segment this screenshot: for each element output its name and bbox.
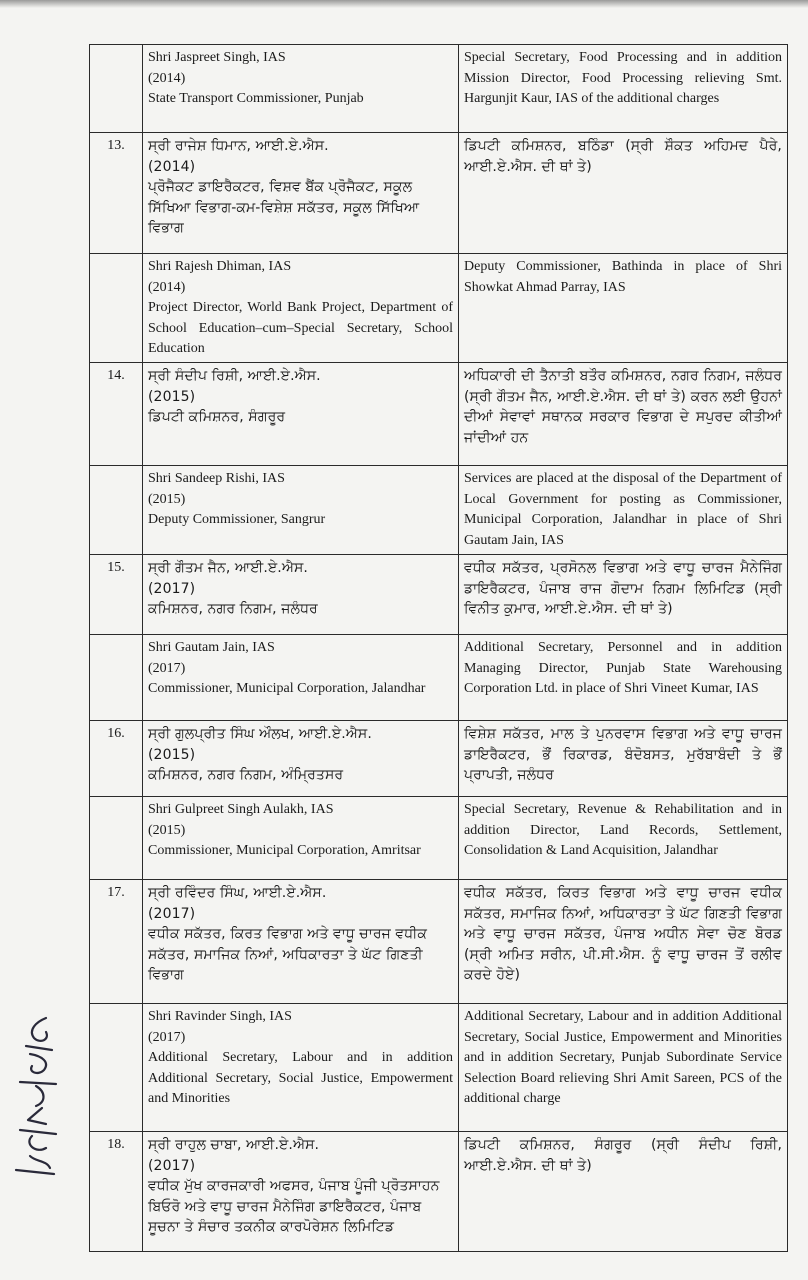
signature-scribble-icon xyxy=(6,1010,64,1180)
officer-name: ਸ੍ਰੀ ਗੁਲਪ੍ਰੀਤ ਸਿੰਘ ਔਲਖ, ਆਈ.ਏ.ਐਸ. xyxy=(148,725,372,742)
table-row xyxy=(90,796,788,879)
officer-current-post: ਵਧੀਕ ਸਕੱਤਰ, ਕਿਰਤ ਵਿਭਾਗ ਅਤੇ ਵਾਧੂ ਚਾਰਜ ਵਧੀਕ ਸਕੱਤਰ, ਸਮਾਜਿਕ ਨਿਆਂ, ਅਧਿਕਾਰਤਾ ਤੇ ਘੱਟ ਗਿਣਤੀ ਵਿਭਾਗ xyxy=(148,926,428,984)
transfer-orders-table xyxy=(89,44,788,1252)
new-posting: ਵਿਸ਼ੇਸ਼ ਸਕੱਤਰ, ਮਾਲ ਤੇ ਪੁਨਰਵਾਸ ਵਿਭਾਗ ਅਤੇ ਵਾਧੂ ਚਾਰਜ ਡਾਇਰੈਕਟਰ, ਭੌਂ ਰਿਕਾਰਡ, ਬੰਦੋਬਸਤ, ਮੁਰੱਬਾਬੰਦੀ ਤੇ ਭੌਂ ਪ੍ਰਾਪਤੀ, ਜਲੰਧਰ xyxy=(459,720,788,796)
officer-batch: (2017) xyxy=(148,660,186,676)
table-row xyxy=(90,554,788,634)
officer-batch: (2014) xyxy=(148,279,186,295)
serial-number: 15. xyxy=(90,554,143,634)
serial-number xyxy=(90,45,143,133)
officer-name: Shri Gulpreet Singh Aulakh, IAS xyxy=(148,801,334,817)
officer-cell xyxy=(143,634,459,720)
officer-cell xyxy=(143,45,459,133)
officer-name: ਸ੍ਰੀ ਰਾਜੇਸ਼ ਧਿਮਾਨ, ਆਈ.ਏ.ਐਸ. xyxy=(148,138,329,154)
officer-cell xyxy=(143,1003,459,1131)
new-posting: ਡਿਪਟੀ ਕਮਿਸ਼ਨਰ, ਬਠਿੰਡਾ (ਸ੍ਰੀ ਸ਼ੌਕਤ ਅਹਿਮਦ ਪੈਰੇ, ਆਈ.ਏ.ਐਸ. ਦੀ ਥਾਂ ਤੇ) xyxy=(459,133,788,254)
serial-number: 16. xyxy=(90,720,143,796)
officer-batch: (2017) xyxy=(148,1029,186,1045)
officer-current-post: ਕਮਿਸ਼ਨਰ, ਨਗਰ ਨਿਗਮ, ਅੰਮ੍ਰਿਤਸਰ xyxy=(148,767,344,784)
officer-name: Shri Sandeep Rishi, IAS xyxy=(148,470,285,486)
new-posting: Services are placed at the disposal of the Department of Local Government for posting as Commissioner, Municipal Corporation, Jalandhar in place of Shri Gautam Jain, IAS xyxy=(459,465,788,554)
serial-number xyxy=(90,1003,143,1131)
officer-name: ਸ੍ਰੀ ਰਾਹੁਲ ਚਾਬਾ, ਆਈ.ਏ.ਐਸ. xyxy=(148,1136,320,1153)
table-row xyxy=(90,362,788,465)
table-row xyxy=(90,1003,788,1131)
new-posting: Additional Secretary, Labour and in addition Additional Secretary, Social Justice, Empowerment and Minorities and in addition Secretary, Punjab Subordinate Service Selection Board relieving Shri Amit Sareen, PCS of the additional charge xyxy=(459,1003,788,1131)
officer-current-post: State Transport Commissioner, Punjab xyxy=(148,91,364,107)
new-posting: Special Secretary, Revenue & Rehabilitation and in addition Director, Land Records, Settlement, Consolidation & Land Acquisition, Jalandhar xyxy=(459,796,788,879)
page-top-edge xyxy=(0,0,808,8)
officer-batch: (2017) xyxy=(148,905,196,922)
officer-batch: (2015) xyxy=(148,491,186,507)
new-posting: ਵਧੀਕ ਸਕੱਤਰ, ਕਿਰਤ ਵਿਭਾਗ ਅਤੇ ਵਾਧੂ ਚਾਰਜ ਵਧੀਕ ਸਕੱਤਰ, ਸਮਾਜਿਕ ਨਿਆਂ, ਅਧਿਕਾਰਤਾ ਤੇ ਘੱਟ ਗਿਣਤੀ ਵਿਭਾਗ ਅਤੇ ਵਾਧੂ ਚਾਰਜ ਸਕੱਤਰ, ਪੰਜਾਬ ਅਧੀਨ ਸੇਵਾ ਚੋਣ ਬੋਰਡ (ਸ੍ਰੀ ਅਮਿਤ ਸਰੀਨ, ਪੀ.ਸੀ.ਐਸ. ਨੂੰ ਵਾਧੂ ਚਾਰਜ ਤੋਂ ਰਲੀਵ ਕਰਦੇ ਹੋਏ) xyxy=(459,879,788,1003)
serial-number: 14. xyxy=(90,362,143,465)
officer-name: Shri Ravinder Singh, IAS xyxy=(148,1008,292,1024)
officer-current-post: Commissioner, Municipal Corporation, Amritsar xyxy=(148,843,421,859)
new-posting: Additional Secretary, Personnel and in addition Managing Director, Punjab State Warehousing Corporation Ltd. in place of Shri Vineet Kumar, IAS xyxy=(459,634,788,720)
table-row xyxy=(90,45,788,133)
officer-cell xyxy=(143,254,459,363)
serial-number: 18. xyxy=(90,1131,143,1251)
officer-current-post: ਵਧੀਕ ਮੁੱਖ ਕਾਰਜਕਾਰੀ ਅਫਸਰ, ਪੰਜਾਬ ਪੂੰਜੀ ਪ੍ਰੋਤਸਾਹਨ ਬਿਓਰੋ ਅਤੇ ਵਾਧੂ ਚਾਰਜ ਮੈਨੇਜਿੰਗ ਡਾਇਰੈਕਟਰ, ਪੰਜਾਬ ਸੂਚਨਾ ਤੇ ਸੰਚਾਰ ਤਕਨੀਕ ਕਾਰਪੋਰੇਸ਼ਨ ਲਿਮਿਟਿਡ xyxy=(148,1178,440,1236)
officer-name: ਸ੍ਰੀ ਸੰਦੀਪ ਰਿਸ਼ੀ, ਆਈ.ਏ.ਐਸ. xyxy=(148,367,321,384)
officer-cell xyxy=(143,796,459,879)
officer-cell xyxy=(143,465,459,554)
officer-cell xyxy=(143,879,459,1003)
officer-batch: (2014) xyxy=(148,70,186,86)
officer-batch: (2017) xyxy=(148,1157,196,1174)
table-row xyxy=(90,133,788,254)
officer-current-post: Additional Secretary, Labour and in addition Additional Secretary, Social Justice, Empowerment and Minorities xyxy=(148,1050,453,1107)
serial-number xyxy=(90,465,143,554)
officer-cell xyxy=(143,362,459,465)
officer-current-post: ਡਿਪਟੀ ਕਮਿਸ਼ਨਰ, ਸੰਗਰੂਰ xyxy=(148,409,286,426)
table-row xyxy=(90,254,788,363)
officer-cell xyxy=(143,554,459,634)
officer-batch: (2015) xyxy=(148,388,196,405)
officer-cell xyxy=(143,1131,459,1251)
officer-current-post: ਪ੍ਰੋਜੈਕਟ ਡਾਇਰੈਕਟਰ, ਵਿਸ਼ਵ ਬੈਂਕ ਪ੍ਰੋਜੈਕਟ, ਸਕੂਲ ਸਿੱਖਿਆ ਵਿਭਾਗ-ਕਮ-ਵਿਸ਼ੇਸ਼ ਸਕੱਤਰ, ਸਕੂਲ ਸਿੱਖਿਆ ਵਿਭਾਗ xyxy=(148,179,420,237)
new-posting: ਡਿਪਟੀ ਕਮਿਸ਼ਨਰ, ਸੰਗਰੂਰ (ਸ੍ਰੀ ਸੰਦੀਪ ਰਿਸ਼ੀ, ਆਈ.ਏ.ਐਸ. ਦੀ ਥਾਂ ਤੇ) xyxy=(459,1131,788,1251)
table-row xyxy=(90,879,788,1003)
serial-number xyxy=(90,796,143,879)
officer-name: Shri Jaspreet Singh, IAS xyxy=(148,50,286,65)
officer-current-post: ਕਮਿਸ਼ਨਰ, ਨਗਰ ਨਿਗਮ, ਜਲੰਧਰ xyxy=(148,601,318,618)
officer-name: Shri Rajesh Dhiman, IAS xyxy=(148,259,292,274)
table-row xyxy=(90,720,788,796)
serial-number: 17. xyxy=(90,879,143,1003)
table-row xyxy=(90,1131,788,1251)
officer-current-post: Commissioner, Municipal Corporation, Jalandhar xyxy=(148,681,426,697)
officer-current-post: Deputy Commissioner, Sangrur xyxy=(148,512,326,528)
serial-number xyxy=(90,634,143,720)
table-row xyxy=(90,634,788,720)
officer-name: Shri Gautam Jain, IAS xyxy=(148,639,275,655)
handwritten-signature xyxy=(6,1010,64,1180)
serial-number: 13. xyxy=(90,133,143,254)
officer-cell xyxy=(143,133,459,254)
officer-current-post: Project Director, World Bank Project, Department of School Education–cum–Special Secretary, School Education xyxy=(148,300,453,357)
officer-cell xyxy=(143,720,459,796)
new-posting: ਵਧੀਕ ਸਕੱਤਰ, ਪ੍ਰਸੋਨਲ ਵਿਭਾਗ ਅਤੇ ਵਾਧੂ ਚਾਰਜ ਮੈਨੇਜਿੰਗ ਡਾਇਰੈਕਟਰ, ਪੰਜਾਬ ਰਾਜ ਗੋਦਾਮ ਨਿਗਮ ਲਿਮਿਟਿਡ (ਸ੍ਰੀ ਵਿਨੀਤ ਕੁਮਾਰ, ਆਈ.ਏ.ਐਸ. ਦੀ ਥਾਂ ਤੇ) xyxy=(459,554,788,634)
officer-batch: (2015) xyxy=(148,822,186,838)
new-posting: Deputy Commissioner, Bathinda in place of Shri Showkat Ahmad Parray, IAS xyxy=(459,254,788,363)
officer-batch: (2017) xyxy=(148,580,196,597)
table-row xyxy=(90,465,788,554)
officer-batch: (2015) xyxy=(148,746,196,763)
new-posting: ਅਧਿਕਾਰੀ ਦੀ ਤੈਨਾਤੀ ਬਤੌਰ ਕਮਿਸ਼ਨਰ, ਨਗਰ ਨਿਗਮ, ਜਲੰਧਰ (ਸ੍ਰੀ ਗੌਤਮ ਜੈਨ, ਆਈ.ਏ.ਐਸ. ਦੀ ਥਾਂ ਤੇ) ਕਰਨ ਲਈ ਉਹਨਾਂ ਦੀਆਂ ਸੇਵਾਵਾਂ ਸਥਾਨਕ ਸਰਕਾਰ ਵਿਭਾਗ ਦੇ ਸਪੁਰਦ ਕੀਤੀਆਂ ਜਾਂਦੀਆਂ ਹਨ xyxy=(459,362,788,465)
officer-batch: (2014) xyxy=(148,158,196,175)
new-posting: Special Secretary, Food Processing and in addition Mission Director, Food Processing relieving Smt. Hargunjit Kaur, IAS of the additional charges xyxy=(459,45,788,133)
serial-number xyxy=(90,254,143,363)
officer-name: ਸ੍ਰੀ ਗੌਤਮ ਜੈਨ, ਆਈ.ਏ.ਐਸ. xyxy=(148,559,308,576)
officer-name: ਸ੍ਰੀ ਰਵਿੰਦਰ ਸਿੰਘ, ਆਈ.ਏ.ਐਸ. xyxy=(148,884,327,901)
